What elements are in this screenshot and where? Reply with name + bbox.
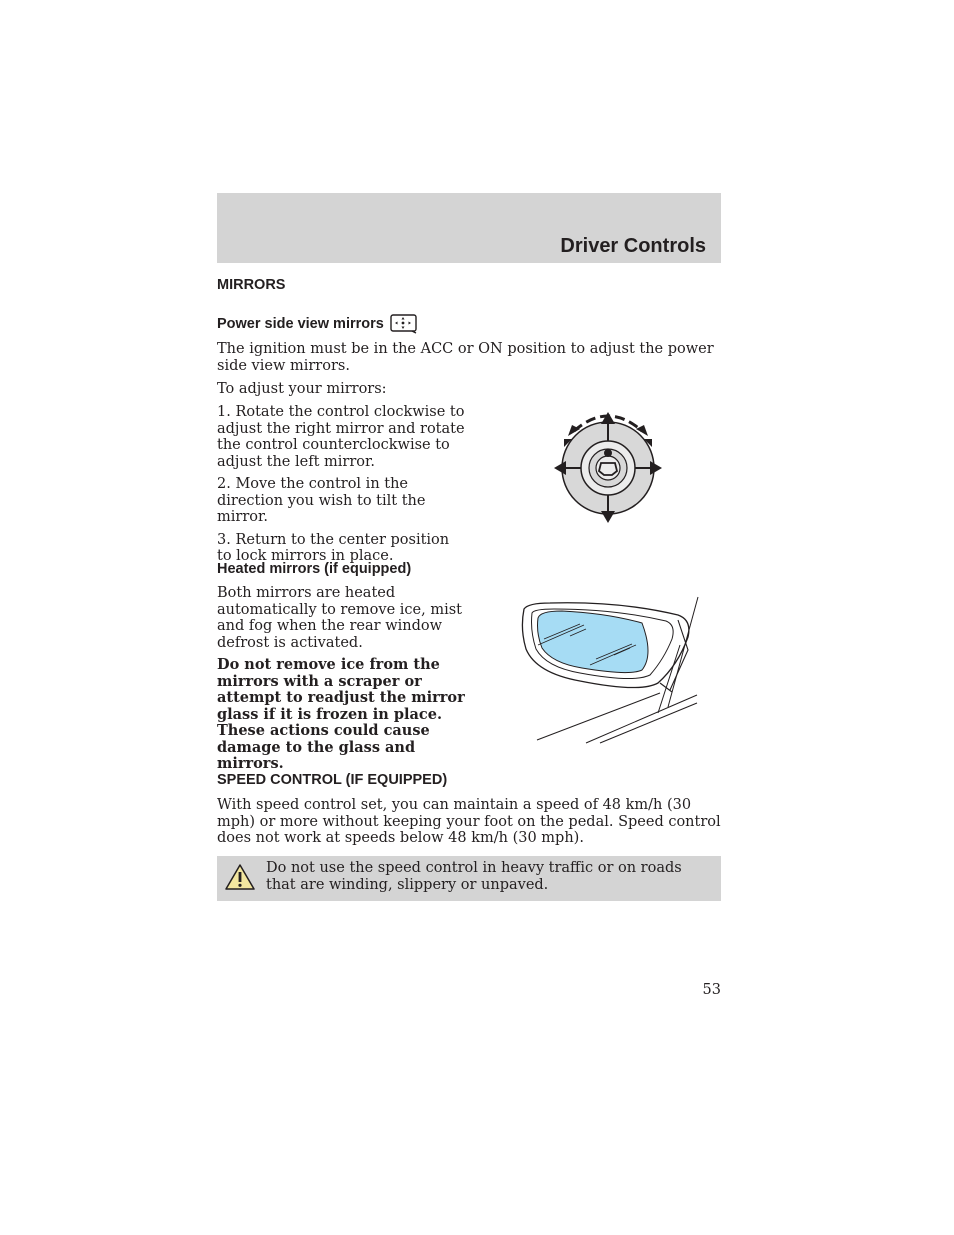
speed-control-warning-text: Do not use the speed control in heavy traffic or on roads that are winding, slippery or unpaved. [266,860,682,893]
adjust-step: 1. Rotate the control clockwise to adjust the right mirror and rotate the control counterclockwise to adjust the left mirror. [217,404,465,470]
speed-control-warning-box [217,856,721,901]
page-number: 53 [702,982,721,998]
section-header-band [217,193,721,263]
adjust-step: 2. Move the control in the direction you wish to tilt the mirror. [217,476,426,525]
adjust-intro: To adjust your mirrors: [217,381,387,397]
heated-mirrors-caution: Do not remove ice from the mirrors with a scraper or attempt to readjust the mirror glass if it is frozen in place. These actions could cause damage to the glass and mirrors. [217,656,465,772]
adjust-step: 3. Return to the center position to lock mirrors in place. [217,531,450,564]
power-mirrors-intro: The ignition must be in the ACC or ON position to adjust the power side view mirrors. [217,341,714,374]
heated-mirrors-description: Both mirrors are heated automatically to remove ice, mist and fog when the rear window defrost is activated. [217,585,462,651]
mirrors-heading: MIRRORS [217,277,286,293]
section-title: Driver Controls [560,235,706,257]
speed-control-heading: SPEED CONTROL (IF EQUIPPED) [217,772,448,788]
mirror-control-knob-illustration [552,405,664,523]
heated-mirrors-heading: Heated mirrors (if equipped) [217,561,412,577]
adjust-steps [217,404,467,571]
warning-triangle-icon [224,863,256,891]
power-mirrors-heading-text: Power side view mirrors [217,316,384,332]
heated-mirrors-text [217,585,473,779]
power-mirrors-heading [217,314,418,334]
side-mirror-illustration [510,595,705,745]
speed-control-text: With speed control set, you can maintain a speed of 48 km/h (30 mph) or more without keeping your foot on the pedal. Speed control does not work at speeds below 48 km/h (30 mph). [217,797,721,846]
power-mirror-icon [390,314,418,334]
